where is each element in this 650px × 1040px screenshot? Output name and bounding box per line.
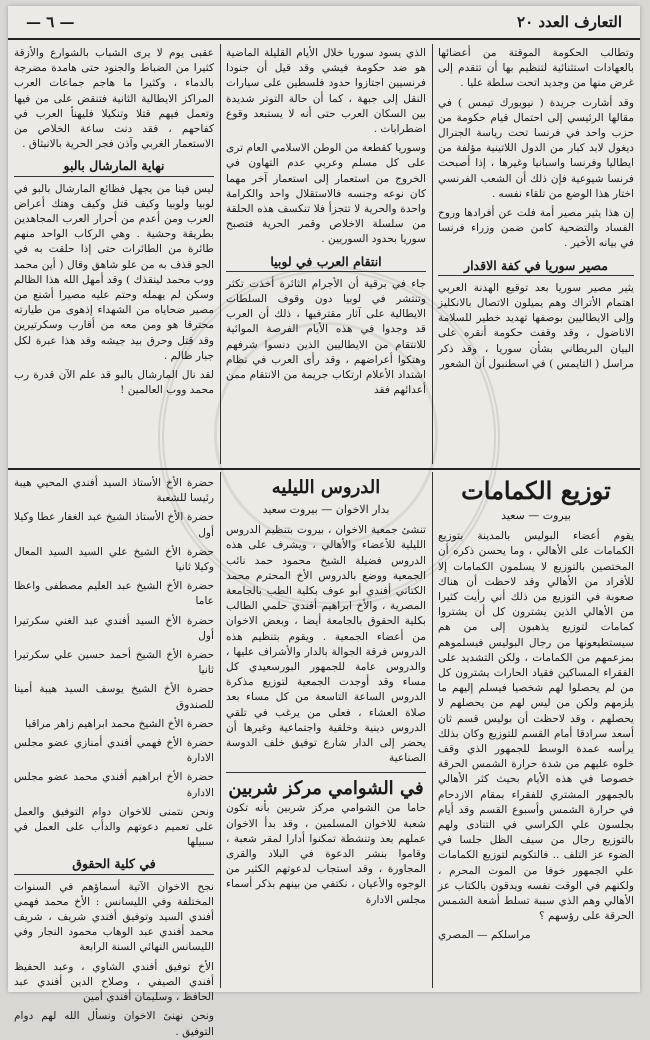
column-bottom-middle <box>226 476 426 988</box>
article-title: توزيع الكمامات <box>461 476 611 505</box>
list-item: حضرة الأخ الأستاذ الشيخ عبد الغفار عطا وكيلا أول <box>14 511 214 539</box>
column-bottom-left <box>14 476 214 1038</box>
paragraph: جاء في برقية أن الأجرام الثائرة أخذت تكثر وتنتشر في لوبيا دون وقوف السلطات الايطالية على آثار مقترفيها ، ذلك أن العرب قد وجدوا في هذه الأيام الفرصة الموائية للانتقام من الايطاليين الذين دنسوا شرفهم وهتكوا أعراضهم ، وقد رأى العرب في نظام اشتداد الأعلام ارتكاب جريمة من الانتقام ممن أعدائهم فقد <box>226 277 426 397</box>
subheading: نهاية المارشال بالبو <box>14 158 214 176</box>
page-header <box>8 6 640 40</box>
column-bottom-right <box>438 476 634 988</box>
list-item: حضرة الأخ الشيخ محمد ابراهيم زاهر مراقبا <box>25 717 214 730</box>
list-item: حضرة الأخ الشيخ علي السيد السيد المعال وكيلا ثانيا <box>14 545 214 574</box>
paragraph: الذي يسود سوريا خلال الأيام القليلة الماضية هو ضد حكومة فيشي وقد قيل أن جنودا فرنسيين اجتازوا حدود فلسطين على سيارات النقل إلى جبهة ، كما أن حالة التوتر شديدة بين السكان العرب حتى أنه لا يستبعد وقوع اضطرابات . <box>226 47 426 136</box>
paragraph: ونحن نهنئ الاخوان ونسأل الله لهم دوام التوفيق . <box>14 1010 214 1038</box>
list-item: حضرة الأخ فهمي أفندي أمنازي عضو مجلس الادارة <box>14 737 214 765</box>
list-item: حضرة الأخ الشيخ عبد العليم مصطفى واعظا عاما <box>14 580 214 608</box>
paragraph: يقوم أعضاء البوليس بالمدينة بتوزيع الكمامات على الأهالي ، وما يحسن ذكره أن المختصين بالتوزيع لا يسلمون الكمامات إلا للأفراد من الأهالي وقد لاحظت أن هناك صعوبة في التوزيع من ذلك أني رأيت كثيرا من الأهالي الذين يشترون كل أن يشتروا كمامات لتوزيع يذهبون إلى من هم سيستطيعونها من رجال البوليس فيسلموهم بمزعمهم من الكمامات ، ولكن التشديد على الفقراء المساكين فقياد الحارات يشترون كل من لم يحصلوا لهم شخصيا فيسلم إليهم ما يلزمهم ولكن من ليس لهم من يحصلهم لا يحصلهم ، وقد لاحظت أن بوليس قسم ثان أسعد سرادقا أمام القسم للتوزيع وكان بذلك يرأسه عمدة الوسط للجمهور الذي وقف خلوه عليهم من شدة حرارة الشمس الحرقة خصوصا في هذه الأيام بحيث كثر الأهالي بالجمهور المشتري للفقراء بمقام الازدحام في حرارة الشمس وأسبوع القسم وقد أيام بجلسون علي الكراسي في التنادى ولهم بالتوزيع رجال من سيف الظل جلسا في الضوء عز التلف .. فالتكويم لتوزيع الكمامات علي الجمهور خوفا من الموت المحرم ، ولكنهم في الوقت نفسه ويدقون بالكتاب عز الأهالي وهم الذي سببة تسلط أشعة الشمس الحرقة على رؤسهم ؟ <box>438 530 634 923</box>
column-top-right <box>438 46 634 462</box>
newspaper-page <box>8 6 640 1038</box>
page-number: — ٦ — <box>26 13 75 31</box>
list-item: حضرة الأخ ابراهيم أفندي محمد عضو مجلس الادارة <box>14 771 214 799</box>
list-item: حضرة الأخ الأستاذ السيد أفندي المحيي هيبة رئيسا للشعبة <box>14 477 214 505</box>
article-title: في الشوامي مركز شربين <box>226 772 426 801</box>
list-item: حضرة الأخ السيد أفندي عبد الغني سكرتيرا أول <box>14 614 214 642</box>
list-item: ونحن نتمنى للاخوان دوام التوفيق والعمل على تعميم دعوتهم والدأب على العمل في سبيلها <box>14 805 214 849</box>
paragraph: نجح الاخوان الآتية أسماؤهم في السنوات المختلفة وفي الليسانس : الأخ محمد فهمي أفندي السيد وتوفيق أفندي شريف ، شريف محمد أفندي عبد الوهاب محمود النجار وفي الليسانس النهائي السنة الرابعة <box>14 880 214 954</box>
paragraph: تنشئ جمعية الاخوان ، بيروت بتنظيم الدروس الليلية للأعضاء والأهالي ، ويشرف على هذه الدروس فضيلة الشيخ محمود حمد نائب الجمعية ووضع بالدروس الأخ المحترم محمد الكتاني أفندي أبو عوف بكلية الطب بالجامعة المصرية ، والأخ ابراهيم أفندي حلمي الطالب بكلية الحقوق بالجامعة أيضا ، وبعض الاخوان من أعضاء الجمعية . ويقوم بتنظيم هذه الدروس فرقة الجوالة بالدار والأشراف عليها ، والدروس عامة للجمهور البورسعيدي كل مساء وقد أوجدت الجمعية لتوزيع مذكرة الدروس الساعة التاسعة من كل مساء بعد صلاة العشاء ، فعلى من يرغب في تلقي الدروس دينية وخلقية واجتماعية وغيرها أن يحضر إلى الدار شارع توفيق خلف الدوسة الصناعية <box>226 524 426 765</box>
column-rule <box>432 44 433 464</box>
column-rule <box>220 472 221 988</box>
signature: مراسلكم — المصري <box>438 929 531 942</box>
article-title: الدروس الليليه <box>271 477 381 498</box>
publication-title: التعارف العدد ٢٠ <box>517 13 622 31</box>
column-rule <box>220 44 221 464</box>
paragraph: عقبى يوم لا يرى الشباب بالشوارع والأزقة كثيرا من الضباط والجنود حتى هامدة مضرجة بالدماء ، وكثيرا ما هاجم جماعات العرب المراكز الايطالية الثانية فتنقض على من فيها وتعمل فيهم قتلا وتنكيلا فليهنأ العرب في كفاحهم ، فقد دنت ساعة الخلاص من الاستعمار الغربي وآذن فجر الحرية بالانبثاق . <box>14 47 214 151</box>
paragraph: إن هذا يثير مصير أمة فلت عن أفرادها وروح الفساد والتضحية كامن ضمن وزراء فرنسا في بيانه الأخير . <box>438 207 634 250</box>
column-top-left <box>14 46 214 462</box>
byline: بيروت — سعيد <box>501 509 571 522</box>
byline: بدار الاخوان — بيروت سعيد <box>262 503 390 516</box>
paragraph: يثير مصير سوريا بعد توقيع الهدنة العربي اهتمام الأتراك وهم يميلون الاتصال بالانكليز وإلى الايطاليين بوصفها تهديد خطير للسلامة الاناضول ، وقد وقفت حكومة أنقره على البيان البريطاني بشأن سوريا ، وقد ذكر مراسل ( التايمس ) في اسطنبول أن الشعور <box>438 281 634 370</box>
paragraph: لقد نال المارشال بالبو قد علم الآن قدرة رب محمد ووب العالمين ! <box>14 369 214 397</box>
column-rule <box>432 472 433 988</box>
paragraph: وقد أشارت جريدة ( نيويورك تيمس ) في مقالها الرئيسي إلى احتمال قيام حكومة من حزب واحد في فرنسا تحت رياسة الجنرال ديغول لابد كبار من الدول اللاتينية مؤلفة من ايطاليا وفرنسا واسبانيا وغيرها ، إذا أصبحت فرنسا شيوعية فإن ذلك أن الشعب الفرنسي اختار هذا الوضع من تلقاء نفسه . <box>438 96 634 200</box>
section-divider <box>8 468 640 470</box>
column-top-middle <box>226 46 426 462</box>
paragraph: وسوريا كقطعة من الوطن الاسلامي العام ترى على كل مسلم وعربي عدم التهاون في الخروج من استعمار إلى استعمار آخر مهما كان نوعه وجنسه فالاستقلال واحد والكرامة واحدة والحرية لا تتجزأ فلا تنكسف هذه الحلقة من سلسلة الاخلاص وقمر الحرية فتصبح سوريا بحدود السوريين . <box>226 142 426 246</box>
paragraph: الأخ توفيق أفندي الشاوي ، وعبد الحفيظ أفندي الصيفي ، وصلاح الدين أفندي عبد الحافظ ، وسليمان أفندي أمين <box>14 960 214 1004</box>
subheading: مصير سوريا في كفة الاقدار <box>438 258 634 276</box>
paragraph: حاما من الشوامي مركز شربين بأنه تكون شعبة للاخوان المسلمين ، وقد بدأ الاخوان عملهم بعد وتنشطة تمكنوا أدارا لمقر شعبة ، وقاموا بنشر الدعوة في البلاد والقرى المجاورة ، وقد استجاب لدعوتهم الكثير من الوجوه والأعيان ، نكتفي من بينهم بذكر أسماء مجلس الادارة <box>226 802 426 906</box>
subheading: انتقام العرب في لوبيا <box>226 254 426 272</box>
list-item: حضرة الأخ الشيخ يوسف السيد هيبة أمينا للصندوق <box>14 683 214 711</box>
paragraph: وتطالب الحكومة الموقتة من أعضائها بالعهادات استثنائية لتنظيم بها أن تتقدم إلى غرض منها من وجديد اتحت سلطة عليا . <box>438 47 634 90</box>
list-item: حضرة الأخ الشيخ أحمد حسين علي سكرتيرا ثانيا <box>14 649 214 677</box>
paragraph: ليس فينا من يجهل فظائع المارشال بالبو في لوبيا ولوبيا وكيف قتل وكيف وهتك أعراض العرب ومن أعدم من أحرار العرب المجاهدين بطريقة وحشية . وهي الركاب الواحد منهم طائرة من الطائرات حتى إذا حلقت به في الجو قذف به من علو شاهق وقال ( أين محمد ووب محمد لينقذك ) وقد أمهل الله هذا الظالم وسكن لم يهمله وحتم عليه مصيرا أشنع من مصير ضحاياه من الشهداء إذهوى من طيارته محترقا هو ومن معه من أقارب وسكرتيرين وقد قتل وحرق بيد جيشه وقد هذا عبرة لكل جبار ظالم . <box>14 182 214 362</box>
subheading: في كلية الحقوق <box>14 856 214 874</box>
